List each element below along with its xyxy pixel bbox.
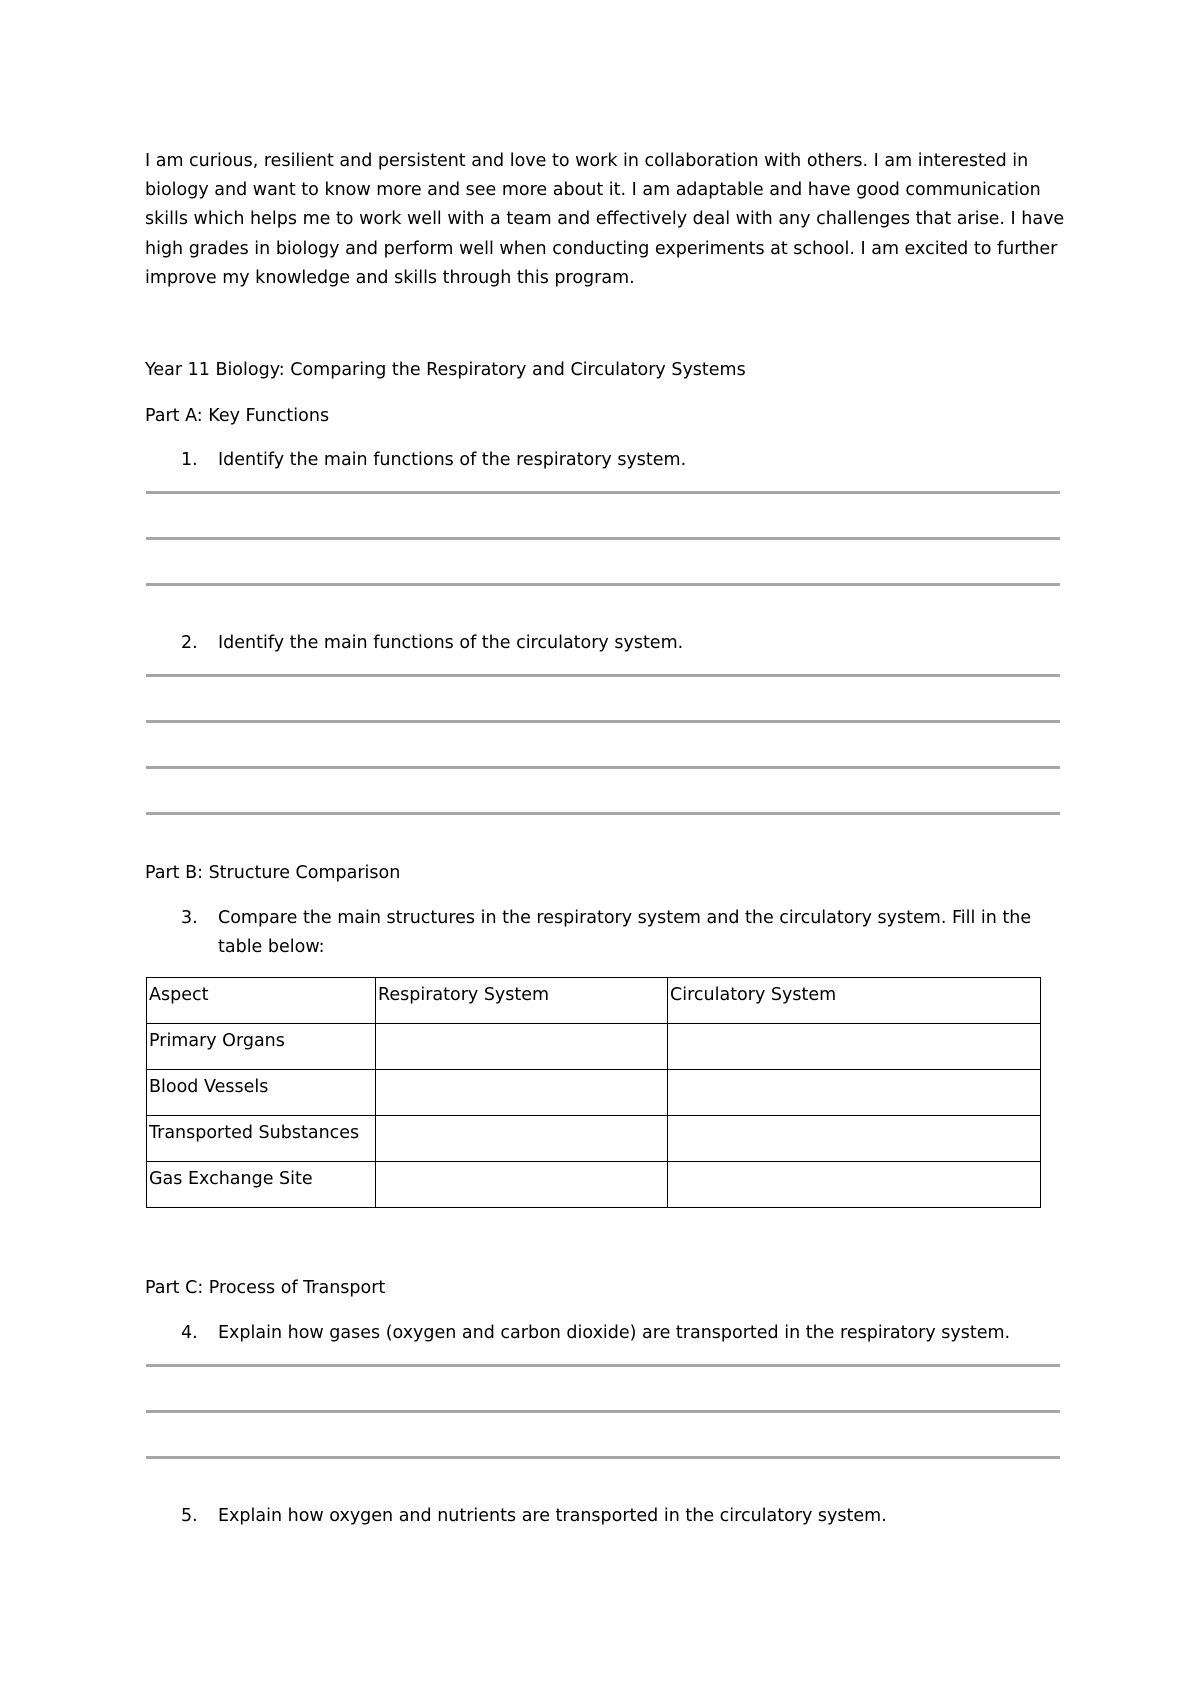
answer-cell[interactable] <box>668 1070 1041 1116</box>
answer-cell[interactable] <box>668 1162 1041 1208</box>
answer-cell[interactable] <box>376 1162 668 1208</box>
answer-line[interactable] <box>146 537 1060 540</box>
question-5 <box>181 1502 1061 1531</box>
question-1 <box>181 446 1061 475</box>
comparison-table <box>146 977 1041 1208</box>
answer-cell[interactable] <box>376 1116 668 1162</box>
answer-line[interactable] <box>146 1410 1060 1413</box>
answer-cell[interactable] <box>376 1024 668 1070</box>
row-label: Blood Vessels <box>147 1070 376 1116</box>
part-b-heading: Part B: Structure Comparison <box>145 863 401 883</box>
question-number: 1. <box>181 450 198 470</box>
table-row <box>147 1116 1041 1162</box>
table-row <box>147 1162 1041 1208</box>
answer-line[interactable] <box>146 720 1060 723</box>
table-row <box>147 1070 1041 1116</box>
answer-line[interactable] <box>146 766 1060 769</box>
part-a-heading: Part A: Key Functions <box>145 406 330 426</box>
header-cell-aspect: Aspect <box>147 978 376 1024</box>
table-header-row <box>147 978 1041 1024</box>
intro-paragraph: I am curious, resilient and persistent and love to work in collaboration with others. I am interested in biology and want to know more and see more about it. I am adaptable and have good communication skills which helps me to work well with a team and effectively deal with any challenges that arise. I have high grades in biology and perform well when conducting experiments at school. I am excited to further improve my knowledge and skills through this program. <box>145 151 1065 288</box>
question-number: 4. <box>181 1323 198 1343</box>
table-row <box>147 1024 1041 1070</box>
answer-line[interactable] <box>146 583 1060 586</box>
header-cell-circulatory: Circulatory System <box>668 978 1041 1024</box>
worksheet-title: Year 11 Biology: Comparing the Respiratory and Circulatory Systems <box>145 360 746 380</box>
question-number: 2. <box>181 633 198 653</box>
header-cell-respiratory: Respiratory System <box>376 978 668 1024</box>
answer-line[interactable] <box>146 812 1060 815</box>
question-text: Identify the main functions of the circulatory system. <box>218 633 684 653</box>
answer-line[interactable] <box>146 491 1060 494</box>
question-3 <box>181 904 1061 962</box>
question-text: Explain how gases (oxygen and carbon dioxide) are transported in the respiratory system. <box>218 1323 1011 1343</box>
answer-line[interactable] <box>146 674 1060 677</box>
question-number: 5. <box>181 1506 198 1526</box>
question-4 <box>181 1319 1061 1348</box>
question-number: 3. <box>181 908 198 928</box>
part-c-heading: Part C: Process of Transport <box>145 1278 386 1298</box>
question-text: Explain how oxygen and nutrients are transported in the circulatory system. <box>218 1506 887 1526</box>
row-label: Primary Organs <box>147 1024 376 1070</box>
row-label: Transported Substances <box>147 1116 376 1162</box>
question-text: Compare the main structures in the respiratory system and the circulatory system. Fill in the table below: <box>218 908 1032 957</box>
question-2 <box>181 629 1061 658</box>
answer-cell[interactable] <box>376 1070 668 1116</box>
answer-line[interactable] <box>146 1456 1060 1459</box>
question-text: Identify the main functions of the respiratory system. <box>218 450 687 470</box>
answer-cell[interactable] <box>668 1024 1041 1070</box>
answer-cell[interactable] <box>668 1116 1041 1162</box>
row-label: Gas Exchange Site <box>147 1162 376 1208</box>
answer-line[interactable] <box>146 1364 1060 1367</box>
